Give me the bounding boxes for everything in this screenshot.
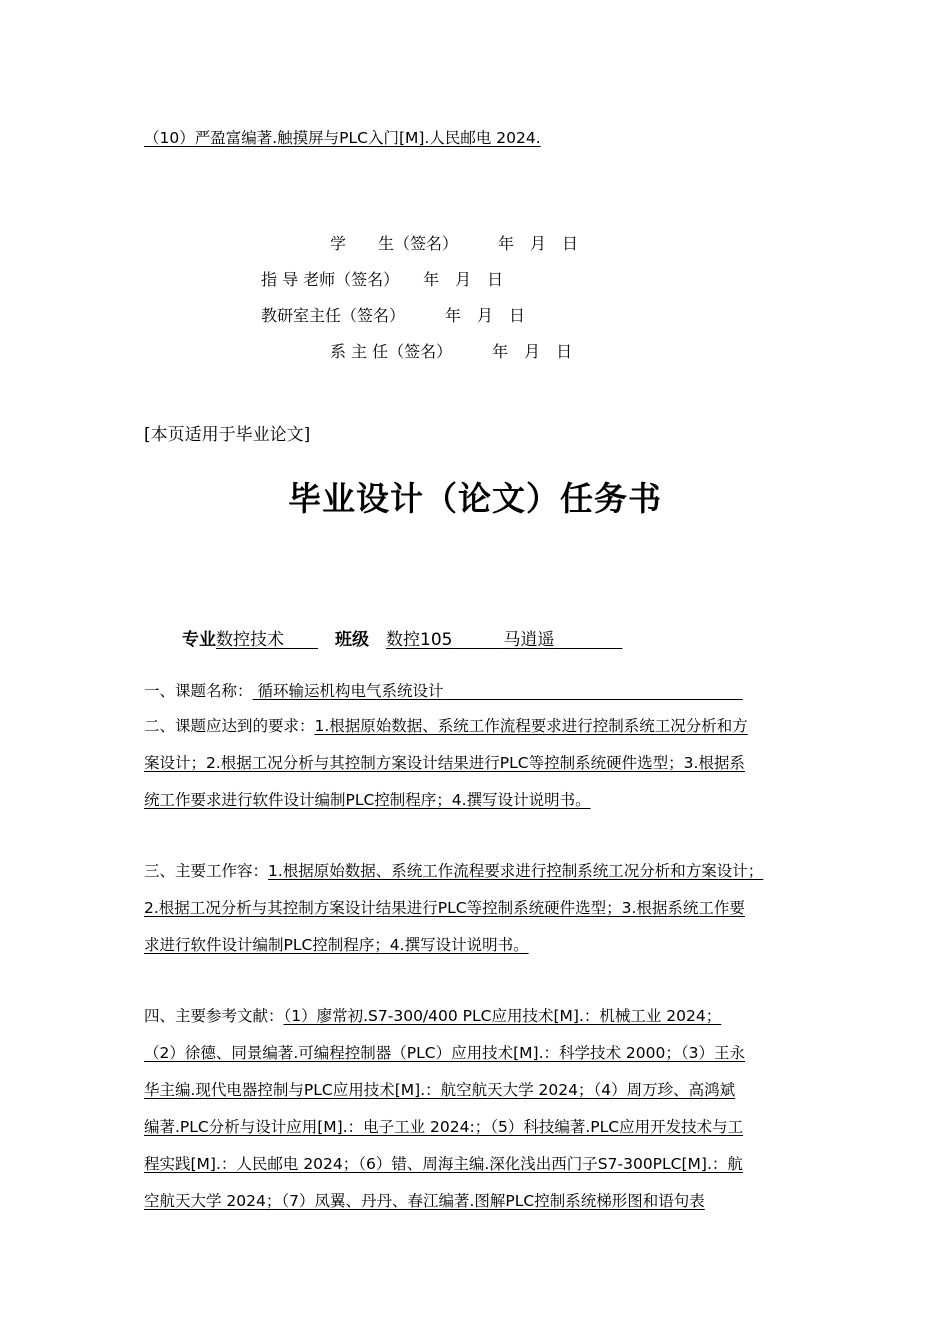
requirements-line: 案设计；2.根据工况分析与其控制方案设计结果进行PLC等控制系统硬件选型；3.根据系 [144,754,745,772]
major-label: 专业 [182,630,216,650]
work-line: 求进行软件设计编制PLC控制程序；4.撰写设计说明书。 [144,936,529,954]
references-label: 四、主要参考文献： [144,1007,284,1025]
work-line: 2.根据工况分析与其控制方案设计结果进行PLC等控制系统硬件选型；3.根据系统工作要 [144,899,745,917]
student-signature-line: 学 生（签名） 年 月 日 [330,234,579,253]
work-section [144,853,824,964]
topic-row [144,681,743,701]
dept-signature-line: 系 主 任（签名） 年 月 日 [330,342,573,361]
work-label: 三、主要工作容： [144,862,269,880]
reference-line: 程实践[M].：人民邮电 2024；（6）错、周海主编.深化浅出西门子S7-300PLC[M].：航 [144,1155,743,1173]
class-value: 数控105 马逍遥 [386,630,555,650]
director-signature-line: 教研室主任（签名） 年 月 日 [261,306,526,325]
reference-line: （2）徐德、同景编著.可编程控制器（PLC）应用技术[M].：科学技术 2000；（3）王永 [144,1044,745,1062]
page-note: [本页适用于毕业论文] [144,425,311,445]
requirements-label: 二、课题应达到的要求： [144,717,315,735]
student-name: 马逍遥 [503,630,555,650]
reference-line: 华主编.现代电器控制与PLC应用技术[M].：航空航天大学 2024；（4）周万珍、高鸿斌 [144,1081,736,1099]
class-label: 班级 [335,630,369,650]
student-info-row [182,629,622,651]
requirements-section [144,708,824,819]
page-title: 毕业设计（论文）任务书 [288,479,662,518]
reference-line: （1）廖常初.S7-300/400 PLC应用技术[M].：机械工业 2024； [283,1007,722,1025]
reference-10: （10）严盈富编著.触摸屏与PLC入门[M].人民邮电 2024. [144,129,541,147]
major-value: 数控技术 [216,630,284,650]
references-section [144,998,824,1220]
reference-line: 编著.PLC分析与设计应用[M].：电子工业 2024:；（5）科技编著.PLC应用开发技术与工 [144,1118,744,1136]
work-line: 1.根据原始数据、系统工作流程要求进行控制系统工况分析和方案设计； [268,862,764,880]
advisor-signature-line: 指 导 老师（签名） 年 月 日 [261,270,504,289]
requirements-line: 统工作要求进行软件设计编制PLC控制程序；4.撰写设计说明书。 [144,791,591,809]
topic-value: 循环输运机构电气系统设计 [257,682,444,700]
topic-label: 一、课题名称： [144,682,253,700]
requirements-line: 1.根据原始数据、系统工作流程要求进行控制系统工况分析和方 [314,717,748,735]
reference-line: 空航天大学 2024；（7）凤翼、丹丹、春江编著.图解PLC控制系统梯形图和语句表 [144,1192,705,1210]
